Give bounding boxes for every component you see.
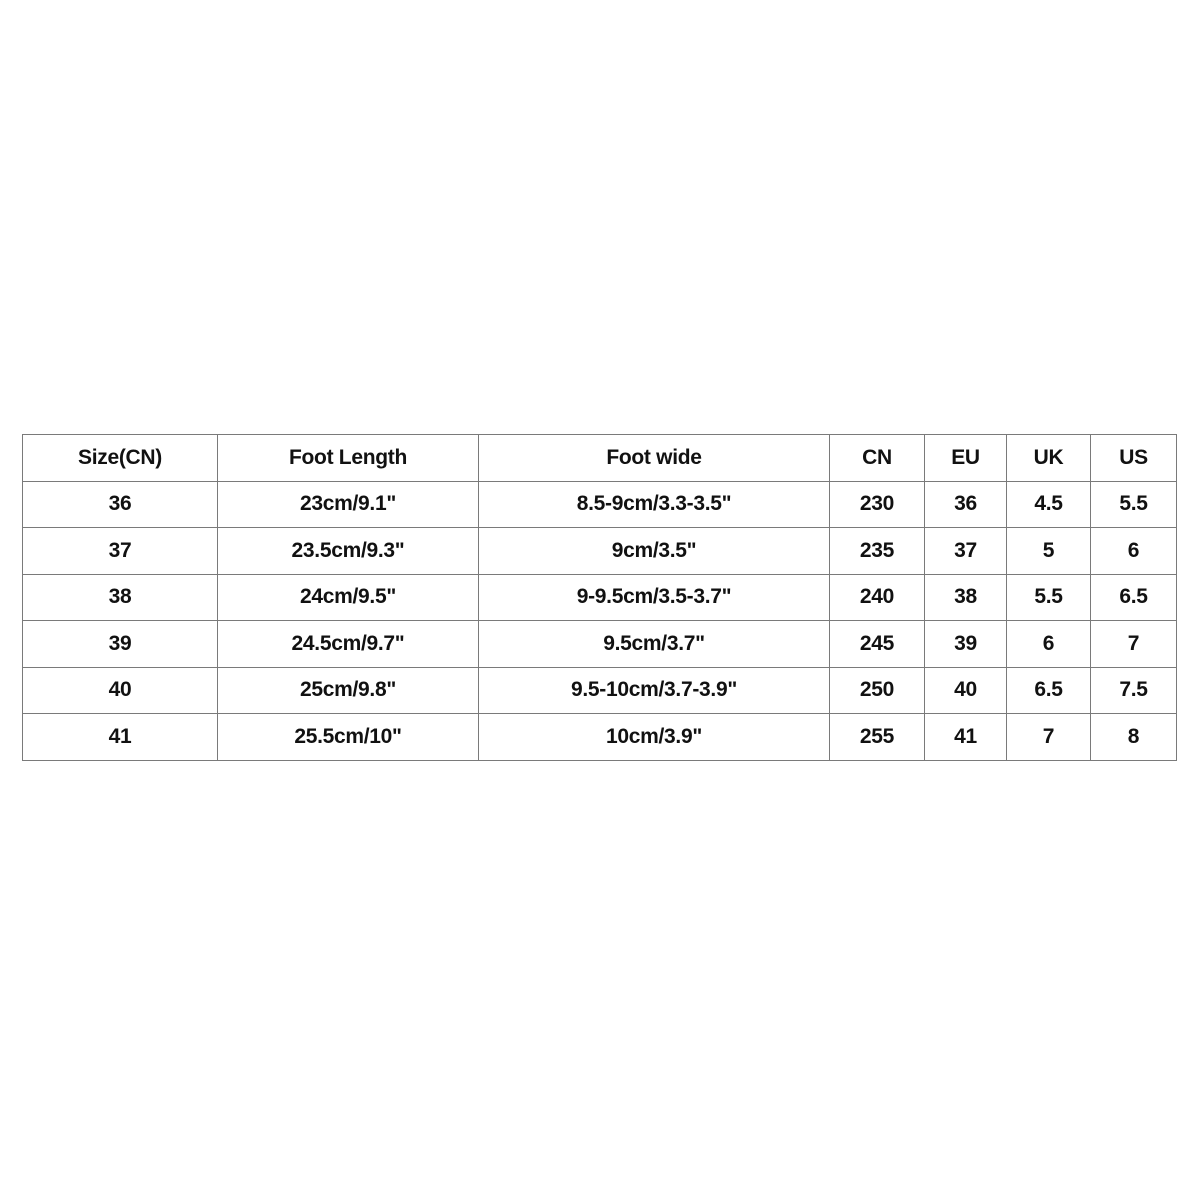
cell-uk: 5 — [1007, 528, 1091, 575]
cell-uk: 6 — [1007, 621, 1091, 668]
table-row — [23, 714, 1177, 761]
cell-foot-length: 23.5cm/9.3" — [218, 528, 479, 575]
table-row — [23, 621, 1177, 668]
cell-size-cn: 41 — [23, 714, 218, 761]
header-uk: UK — [1007, 435, 1091, 482]
cell-us: 6 — [1091, 528, 1177, 575]
cell-us: 7 — [1091, 621, 1177, 668]
cell-size-cn: 40 — [23, 667, 218, 714]
cell-cn: 255 — [830, 714, 925, 761]
cell-foot-wide: 10cm/3.9" — [479, 714, 830, 761]
cell-eu: 40 — [925, 667, 1007, 714]
cell-foot-length: 24.5cm/9.7" — [218, 621, 479, 668]
cell-uk: 7 — [1007, 714, 1091, 761]
table-row — [23, 574, 1177, 621]
cell-uk: 5.5 — [1007, 574, 1091, 621]
cell-cn: 240 — [830, 574, 925, 621]
cell-us: 7.5 — [1091, 667, 1177, 714]
cell-foot-wide: 9.5-10cm/3.7-3.9" — [479, 667, 830, 714]
cell-size-cn: 36 — [23, 481, 218, 528]
cell-foot-wide: 9-9.5cm/3.5-3.7" — [479, 574, 830, 621]
cell-foot-length: 24cm/9.5" — [218, 574, 479, 621]
cell-foot-wide: 9.5cm/3.7" — [479, 621, 830, 668]
cell-cn: 230 — [830, 481, 925, 528]
cell-eu: 41 — [925, 714, 1007, 761]
cell-foot-length: 25.5cm/10" — [218, 714, 479, 761]
cell-size-cn: 37 — [23, 528, 218, 575]
cell-foot-wide: 8.5-9cm/3.3-3.5" — [479, 481, 830, 528]
cell-size-cn: 39 — [23, 621, 218, 668]
header-us: US — [1091, 435, 1177, 482]
table-row — [23, 481, 1177, 528]
cell-cn: 250 — [830, 667, 925, 714]
cell-eu: 38 — [925, 574, 1007, 621]
table-row — [23, 667, 1177, 714]
cell-uk: 6.5 — [1007, 667, 1091, 714]
cell-foot-wide: 9cm/3.5" — [479, 528, 830, 575]
header-foot-length: Foot Length — [218, 435, 479, 482]
table-header-row — [23, 435, 1177, 482]
cell-eu: 39 — [925, 621, 1007, 668]
header-size-cn: Size(CN) — [23, 435, 218, 482]
cell-foot-length: 23cm/9.1" — [218, 481, 479, 528]
cell-us: 5.5 — [1091, 481, 1177, 528]
cell-cn: 235 — [830, 528, 925, 575]
size-chart-table — [22, 434, 1177, 761]
cell-foot-length: 25cm/9.8" — [218, 667, 479, 714]
cell-us: 8 — [1091, 714, 1177, 761]
cell-cn: 245 — [830, 621, 925, 668]
cell-us: 6.5 — [1091, 574, 1177, 621]
header-foot-wide: Foot wide — [479, 435, 830, 482]
cell-size-cn: 38 — [23, 574, 218, 621]
cell-eu: 37 — [925, 528, 1007, 575]
cell-uk: 4.5 — [1007, 481, 1091, 528]
header-eu: EU — [925, 435, 1007, 482]
cell-eu: 36 — [925, 481, 1007, 528]
header-cn: CN — [830, 435, 925, 482]
table-row — [23, 528, 1177, 575]
